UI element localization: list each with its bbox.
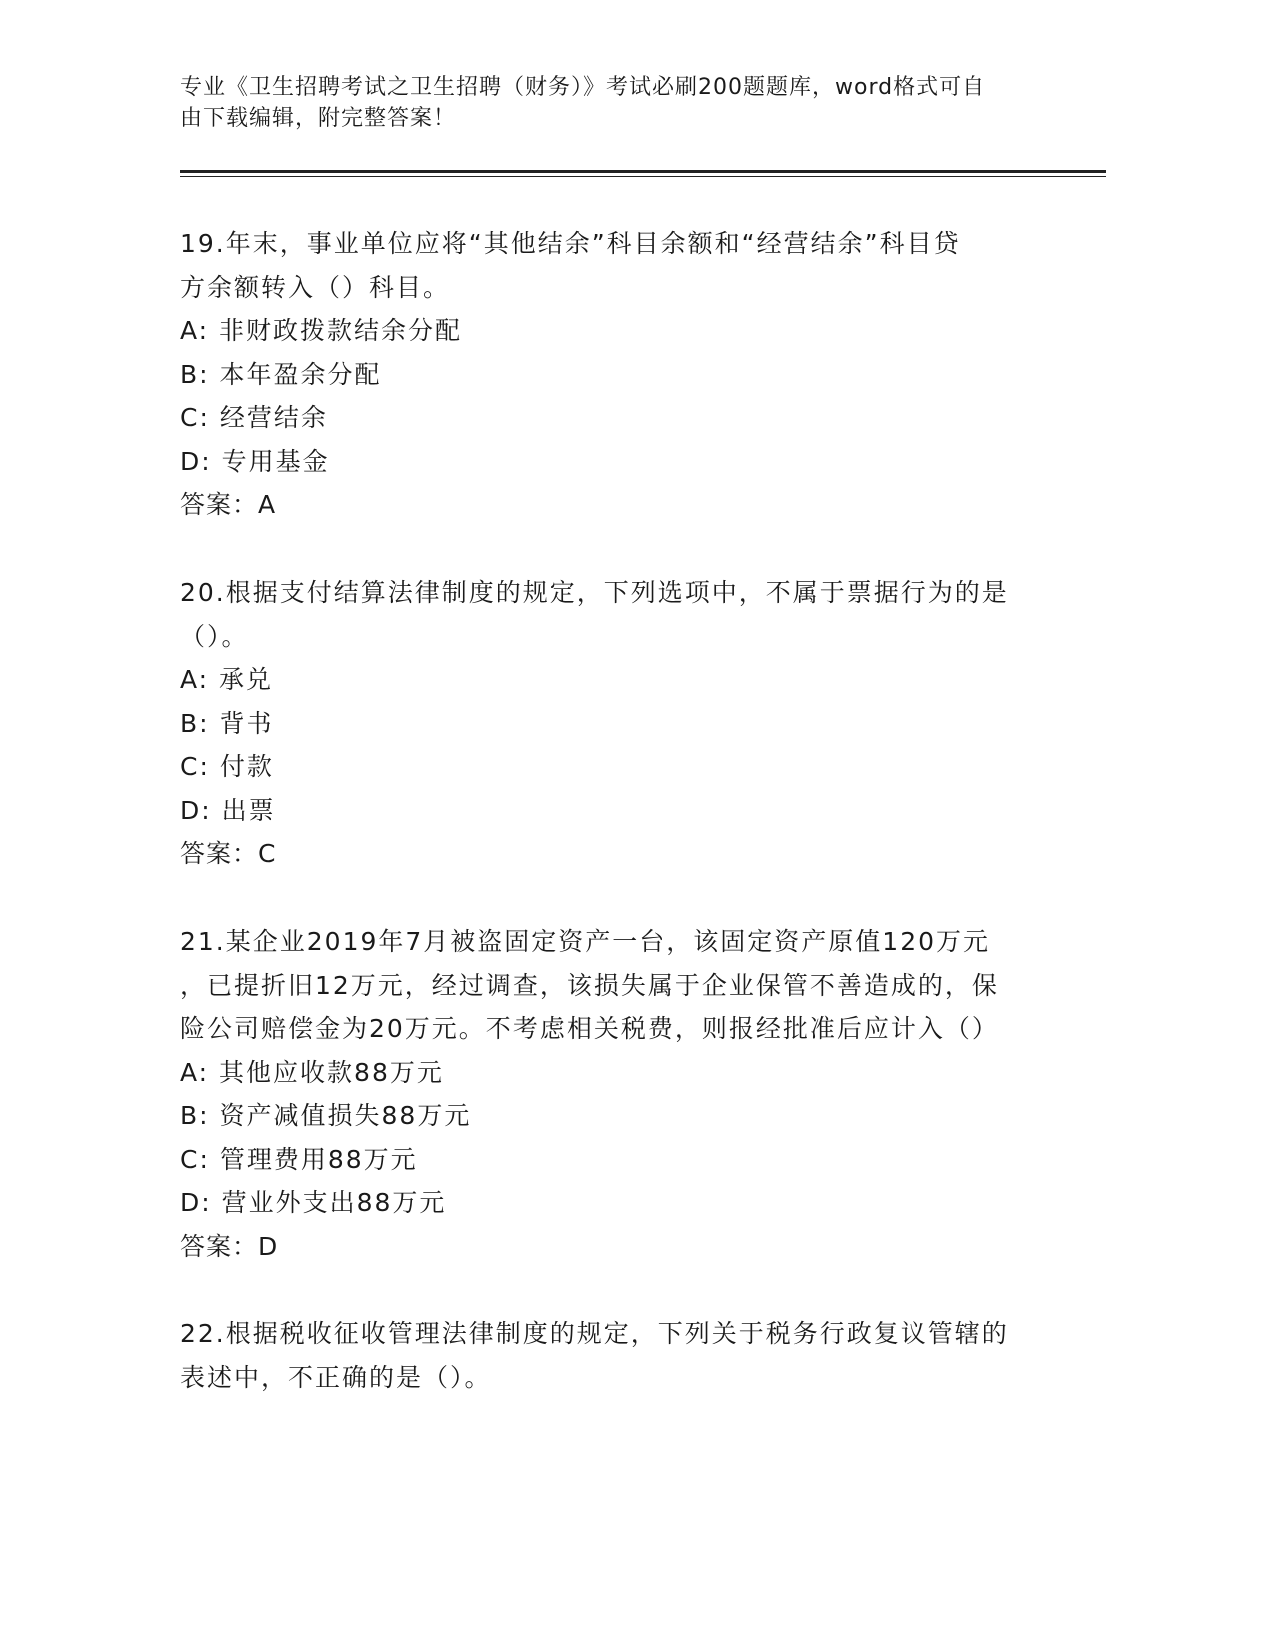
option-a: A: 承兑 [180, 665, 274, 694]
option-a: A: 其他应收款88万元 [180, 1057, 444, 1087]
header-line-2: 由下载编辑，附完整答案！ [180, 106, 457, 131]
question-stem-line: （）。 [180, 621, 249, 651]
option-b: B: 背书 [180, 708, 274, 738]
question-stem-line: 表述中，不正确的是（）。 [180, 1362, 492, 1392]
option-a: A: 非财政拨款结余分配 [180, 316, 463, 345]
question-20 [180, 571, 1030, 876]
header-line-1: 专业《卫生招聘考试之卫生招聘（财务）》考试必刷200题题库，word格式可自 [180, 75, 986, 100]
option-b: B: 本年盈余分配 [180, 359, 382, 389]
answer-label: 答案：A [180, 490, 277, 519]
option-b: B: 资产减值损失88万元 [180, 1101, 472, 1130]
document-header [180, 72, 1040, 134]
option-c: C: 付款 [180, 752, 274, 781]
question-stem-line: ，已提折旧12万元，经过调查，该损失属于企业保管不善造成的，保 [180, 970, 999, 1000]
question-stem-line: 险公司赔偿金为20万元。不考虑相关税费，则报经批准后应计入（） [180, 1014, 999, 1043]
question-stem-line: 20.根据支付结算法律制度的规定，下列选项中，不属于票据行为的是 [180, 578, 1009, 607]
option-c: C: 管理费用88万元 [180, 1144, 418, 1174]
question-22 [180, 1312, 1030, 1399]
option-d: D: 营业外支出88万元 [180, 1188, 447, 1217]
question-stem-line: 22.根据税收征收管理法律制度的规定，下列关于税务行政复议管辖的 [180, 1319, 1009, 1348]
question-stem-line: 方余额转入（）科目。 [180, 272, 451, 302]
question-stem-line: 19.年末，事业单位应将“其他结余”科目余额和“经营结余”科目贷 [180, 229, 961, 258]
answer-label: 答案：D [180, 1231, 279, 1261]
option-c: C: 经营结余 [180, 403, 328, 432]
question-19 [180, 222, 1030, 527]
question-21 [180, 920, 1030, 1268]
header-divider-thin [180, 176, 1106, 177]
answer-label: 答案：C [180, 839, 277, 868]
option-d: D: 出票 [180, 795, 276, 825]
header-divider-thick [180, 170, 1106, 173]
question-stem-line: 21.某企业2019年7月被盗固定资产一台，该固定资产原值120万元 [180, 927, 991, 956]
option-d: D: 专用基金 [180, 446, 330, 476]
